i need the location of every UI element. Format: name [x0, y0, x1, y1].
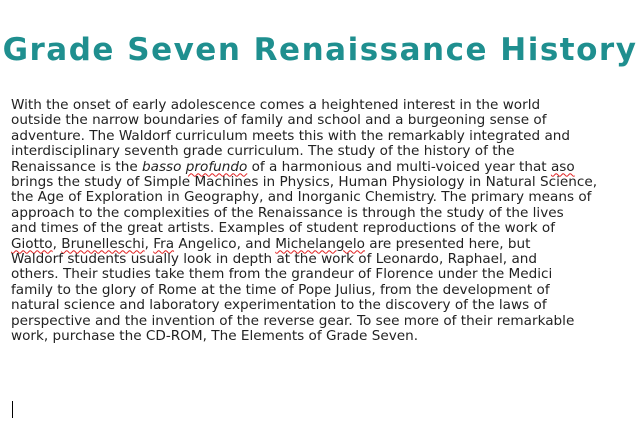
paragraph-line: brings the study of Simple Machines in Physics, Human Physiology in Natural Science, — [11, 174, 598, 191]
misspelled-word: Brunelleschi — [61, 235, 145, 252]
paragraph-line: work, purchase the CD-ROM, The Elements of Grade Seven. — [11, 328, 419, 345]
text-run: are presented here, but — [364, 235, 531, 252]
misspelled-word: aso — [550, 158, 575, 175]
misspelled-word: profundo — [185, 158, 248, 175]
paragraph-line — [11, 237, 635, 252]
text-run: of a harmonious and multi-voiced year that — [247, 158, 551, 175]
text-run: Angelico — [178, 235, 237, 252]
text-run: , — [144, 235, 154, 252]
paragraph-line: and times of the great artists. Examples of student reproductions of the work of — [11, 220, 556, 237]
paragraph-line — [11, 160, 635, 175]
text-cursor — [12, 401, 13, 418]
paragraph-line: the Age of Exploration in Geography, and Inorganic Chemistry. The primary means of — [11, 189, 592, 206]
paragraph-line: others. Their studies take them from the grandeur of Florence under the Medici — [11, 266, 553, 283]
document-title: Grade Seven Renaissance History — [2, 32, 638, 68]
text-run: , and — [236, 235, 276, 252]
text-run: , — [52, 235, 62, 252]
paragraph-line: adventure. The Waldorf curriculum meets this with the remarkably integrated and — [11, 127, 571, 144]
paragraph-line: family to the glory of Rome at the time of Pope Julius, from the development of — [11, 281, 550, 298]
paragraph-line: outside the narrow boundaries of family and school and a burgeoning sense of — [11, 112, 547, 129]
paragraph-line: natural science and laboratory experimentation to the discovery of the laws of — [11, 297, 547, 314]
document-body[interactable] — [11, 98, 635, 345]
misspelled-word: Giotto — [11, 235, 53, 252]
paragraph-line: perspective and the invention of the reverse gear. To see more of their remarkable — [11, 312, 575, 329]
paragraph-line: approach to the complexities of the Renaissance is through the study of the lives — [11, 204, 564, 221]
misspelled-word: Fra — [153, 235, 175, 252]
paragraph-line: interdisciplinary seventh grade curriculum. The study of the history of the — [11, 143, 515, 160]
paragraph-line: With the onset of early adolescence comes a heightened interest in the world — [11, 97, 541, 113]
misspelled-word: Michelangelo — [275, 235, 365, 252]
italic-word: basso — [142, 158, 182, 175]
text-run: Renaissance is the — [11, 158, 142, 175]
paragraph-line: Waldorf students usually look in depth at the work of Leonardo, Raphael, and — [11, 251, 538, 268]
